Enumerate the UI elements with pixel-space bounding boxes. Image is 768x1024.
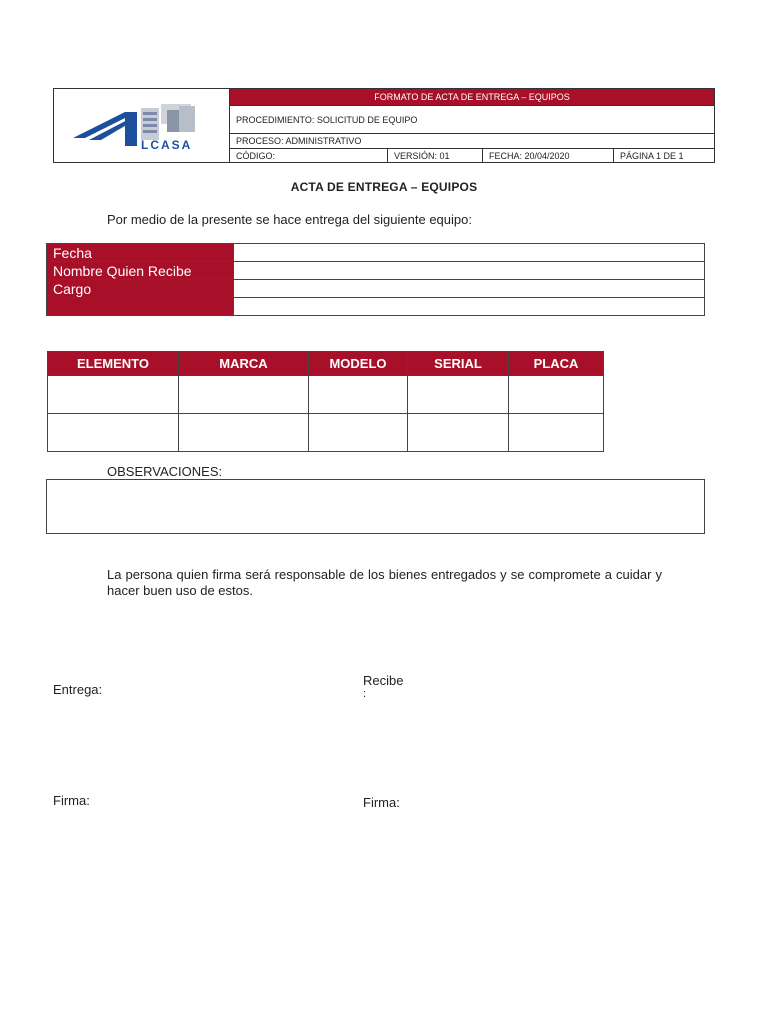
- observations-box[interactable]: [46, 479, 705, 534]
- svg-text:LCASA: LCASA: [140, 137, 192, 152]
- company-logo: [54, 89, 230, 163]
- table-cell[interactable]: [179, 376, 309, 414]
- procedure-cell: PROCEDIMIENTO: SOLICITUD DE EQUIPO: [230, 106, 715, 134]
- table-cell[interactable]: [179, 414, 309, 452]
- info-row-fecha: [47, 244, 705, 262]
- code-cell: CÓDIGO:: [230, 149, 388, 163]
- column-header-serial: SERIAL: [408, 352, 509, 376]
- receives-label: Recibe: [363, 673, 404, 688]
- table-cell[interactable]: [509, 414, 604, 452]
- table-cell[interactable]: [408, 414, 509, 452]
- observations-label: OBSERVACIONES:: [107, 464, 223, 479]
- table-cell[interactable]: [408, 376, 509, 414]
- page-cell: PÁGINA 1 DE 1: [614, 149, 715, 163]
- table-cell[interactable]: [309, 376, 408, 414]
- receives-colon: :: [363, 688, 367, 700]
- responsibility-text: La persona quien firma será responsable de los bienes entregados y se compromete a cuidar y hacer buen uso de estos.: [107, 567, 662, 598]
- table-row: [48, 414, 604, 452]
- info-label: Fecha: [47, 244, 234, 262]
- document-title: ACTA DE ENTREGA – EQUIPOS: [290, 180, 478, 194]
- version-cell: VERSIÓN: 01: [388, 149, 483, 163]
- intro-text: Por medio de la presente se hace entrega del siguiente equipo:: [107, 212, 472, 227]
- delivers-label: Entrega:: [53, 682, 103, 697]
- info-label: Nombre Quien Recibe: [47, 262, 234, 280]
- info-row-cargo: [47, 280, 705, 298]
- info-value[interactable]: [234, 280, 705, 298]
- header-table: [53, 88, 715, 163]
- column-header-elemento: ELEMENTO: [48, 352, 179, 376]
- table-row: [48, 376, 604, 414]
- alcasa-logo-icon: [67, 94, 217, 156]
- format-title: FORMATO DE ACTA DE ENTREGA – EQUIPOS: [230, 89, 715, 106]
- table-cell[interactable]: [48, 414, 179, 452]
- info-label: Cargo: [47, 280, 234, 298]
- info-label: [47, 298, 234, 316]
- date-cell: FECHA: 20/04/2020: [483, 149, 614, 163]
- info-table: [46, 243, 705, 316]
- info-value[interactable]: [234, 244, 705, 262]
- column-header-modelo: MODELO: [309, 352, 408, 376]
- info-value[interactable]: [234, 298, 705, 316]
- column-header-marca: MARCA: [179, 352, 309, 376]
- process-cell: PROCESO: ADMINISTRATIVO: [230, 134, 715, 149]
- equipment-table: [47, 351, 604, 452]
- column-header-placa: PLACA: [509, 352, 604, 376]
- signature-label-right: Firma:: [363, 795, 400, 810]
- info-value[interactable]: [234, 262, 705, 280]
- table-cell[interactable]: [309, 414, 408, 452]
- table-cell[interactable]: [48, 376, 179, 414]
- signature-label-left: Firma:: [53, 793, 90, 808]
- table-cell[interactable]: [509, 376, 604, 414]
- info-row-recipient: [47, 262, 705, 280]
- info-row-blank: [47, 298, 705, 316]
